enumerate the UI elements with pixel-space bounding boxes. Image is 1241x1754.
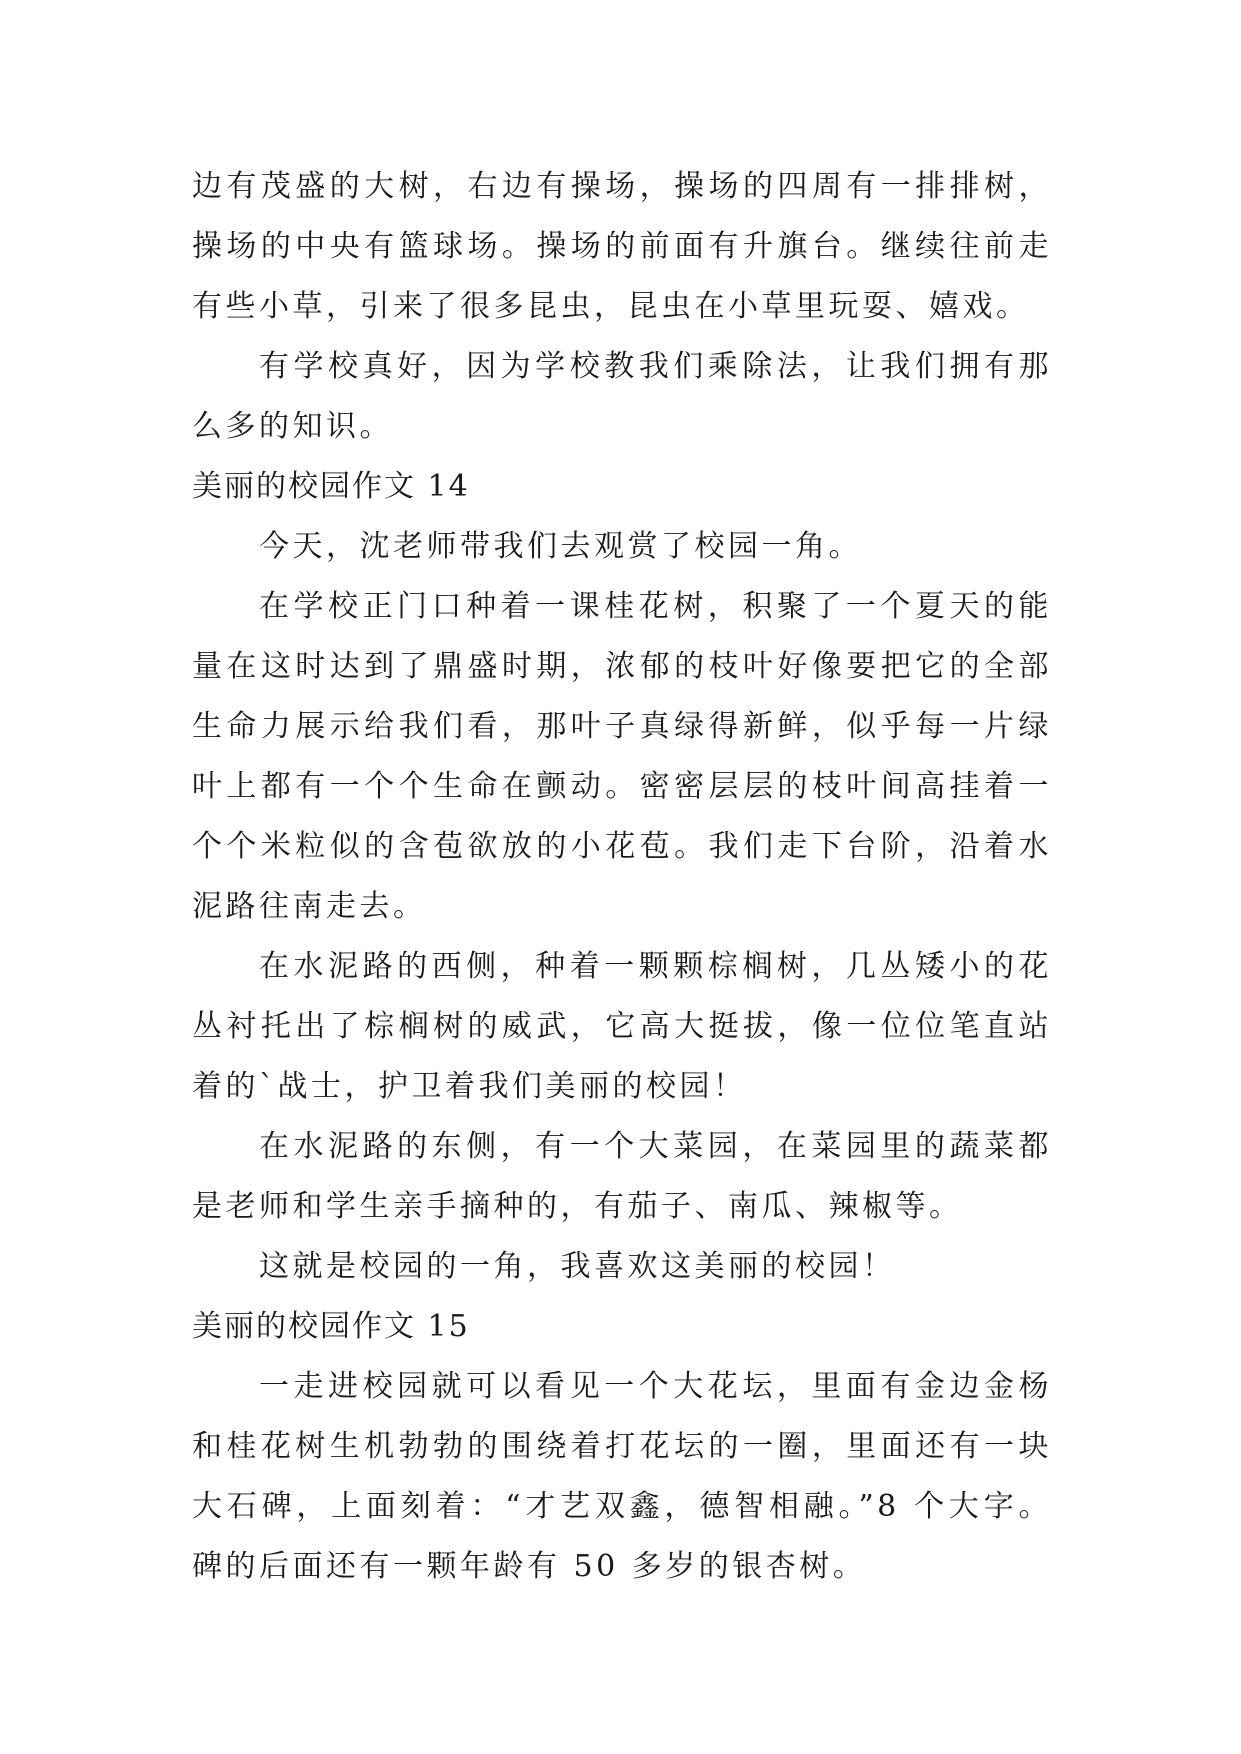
section-heading-15: 美丽的校园作文 15 xyxy=(192,1309,470,1344)
section-heading-14: 美丽的校园作文 14 xyxy=(192,469,470,504)
paragraph-7: 这就是校园的一角，我喜欢这美丽的校园！ xyxy=(259,1249,896,1284)
paragraph-8: 一走进校园就可以看见一个大花坛，里面有金边金杨和桂花树生机勃勃的围绕着打花坛的一圈，里面还有一块大石碑，上面刻着：“才艺双鑫，德智相融。”8 个大字。碑的后面还有一颗年龄有 50 多岁的银杏树。 xyxy=(192,1369,1052,1584)
paragraph-5: 在水泥路的西侧，种着一颗颗棕榈树，几丛矮小的花丛衬托出了棕榈树的威武，它高大挺拔，像一位位笔直站着的`战士，护卫着我们美丽的校园！ xyxy=(192,949,1052,1104)
paragraph-3: 今天，沈老师带我们去观赏了校园一角。 xyxy=(259,529,862,564)
paragraph-1: 边有茂盛的大树，右边有操场，操场的四周有一排排树，操场的中央有篮球场。操场的前面有升旗台。继续往前走有些小草，引来了很多昆虫，昆虫在小草里玩耍、嬉戏。 xyxy=(192,169,1052,324)
paragraph-4: 在学校正门口种着一课桂花树，积聚了一个夏天的能量在这时达到了鼎盛时期，浓郁的枝叶好像要把它的全部生命力展示给我们看，那叶子真绿得新鲜，似乎每一片绿叶上都有一个个生命在颤动。密密层层的枝叶间高挂着一个个米粒似的含苞欲放的小花苞。我们走下台阶，沿着水泥路往南走去。 xyxy=(192,589,1052,924)
document-body xyxy=(192,157,1052,1597)
paragraph-2: 有学校真好，因为学校教我们乘除法，让我们拥有那么多的知识。 xyxy=(192,349,1052,444)
paragraph-6: 在水泥路的东侧，有一个大菜园，在菜园里的蔬菜都是老师和学生亲手摘种的，有茄子、南瓜、辣椒等。 xyxy=(192,1129,1052,1224)
